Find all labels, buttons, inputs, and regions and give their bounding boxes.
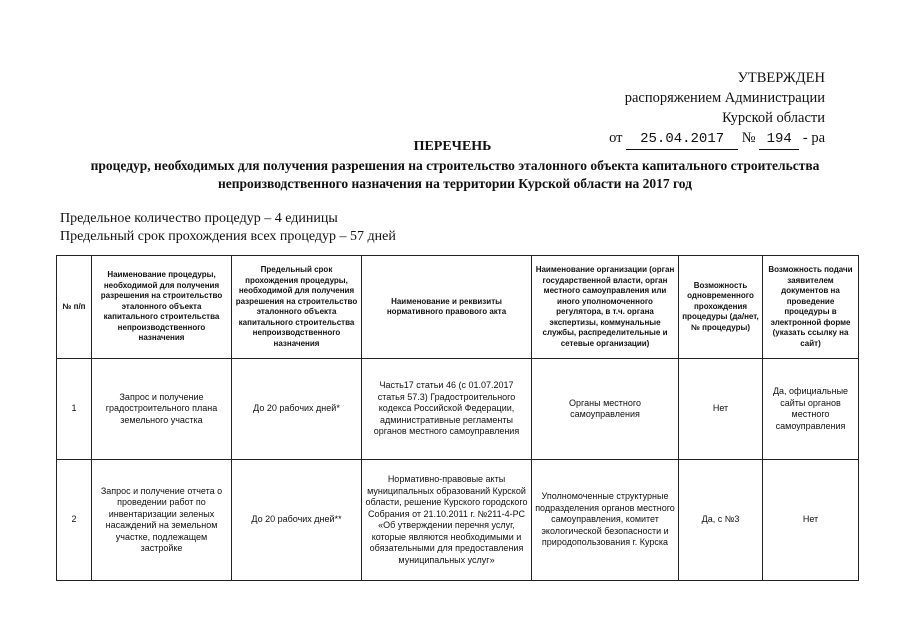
cell-term: До 20 рабочих дней** xyxy=(232,460,362,581)
cell-electronic: Нет xyxy=(763,460,859,581)
cell-electronic: Да, официальные сайты органов местного самоуправления xyxy=(763,359,859,460)
cell-num: 1 xyxy=(57,359,92,460)
cell-procedure-name: Запрос и получение градостроительного плана земельного участка xyxy=(92,359,232,460)
cell-procedure-name: Запрос и получение отчета о проведении работ по инвентаризации зеленых насаждений на земельном участке, подлежащем застройке xyxy=(92,460,232,581)
approval-date: 25.04.2017 xyxy=(626,129,738,150)
number-prefix: № xyxy=(741,130,756,146)
header-term: Предельный срок прохождения процедуры, необходимой для получения разрешения на строительство эталонного объекта капитального строительства непроизводственного назначения xyxy=(232,256,362,359)
limits-block xyxy=(60,210,396,246)
cell-num: 2 xyxy=(57,460,92,581)
cell-organization: Органы местного самоуправления xyxy=(532,359,679,460)
limit-term: Предельный срок прохождения всех процедур – 57 дней xyxy=(60,229,396,244)
cell-organization: Уполномоченные структурные подразделения органов местного самоуправления, комитет экологической безопасности и природопользования г. Курска xyxy=(532,460,679,581)
header-legal-act: Наименование и реквизиты нормативного правового акта xyxy=(362,256,532,359)
table-row xyxy=(57,359,859,460)
header-organization: Наименование организации (орган государственной власти, орган местного самоуправления или иного уполномоченного регулятора, в т.ч. органа экспертизы, коммунальные службы, распределительные и сетевые организации) xyxy=(532,256,679,359)
table-row xyxy=(57,460,859,581)
table-header-row xyxy=(57,256,859,359)
cell-legal-act: Нормативно-правовые акты муниципальных образований Курской области, решение Курского городского Собрания от 21.10.2011 г. №211-4-РС «Об утверждении перечня услуг, которые являются необходимыми и обязательными для предоставления муниципальных услуг» xyxy=(362,460,532,581)
document-title: ПЕРЕЧЕНЬ xyxy=(413,139,492,154)
approval-issuer: распоряжением Администрации xyxy=(624,90,825,106)
approval-number: 194 xyxy=(759,129,799,150)
approval-heading: УТВЕРЖДЕН xyxy=(737,70,825,86)
header-num: № п/п xyxy=(57,256,92,359)
cell-legal-act: Часть17 статьи 46 (с 01.07.2017 статья 57.3) Градостроительного кодекса Российской Федерации, административные регламенты органов местного самоуправления xyxy=(362,359,532,460)
cell-simultaneous: Нет xyxy=(679,359,763,460)
document-subtitle: процедур, необходимых для получения разрешения на строительство эталонного объекта капитального строительства непроизводственного назначения на территории Курской области на 2017 год xyxy=(90,158,820,191)
number-suffix: - ра xyxy=(802,130,825,146)
limit-count: Предельное количество процедур – 4 единицы xyxy=(60,211,338,226)
header-simultaneous: Возможность одновременного прохождения процедуры (да/нет, № процедуры) xyxy=(679,256,763,359)
header-procedure-name: Наименование процедуры, необходимой для получения разрешения на строительство эталонного объекта капитального строительства непроизводственного назначения xyxy=(92,256,232,359)
approval-region: Курской области xyxy=(722,110,825,126)
cell-term: До 20 рабочих дней* xyxy=(232,359,362,460)
from-prefix: от xyxy=(609,130,623,146)
procedures-table xyxy=(56,255,859,581)
header-electronic: Возможность подачи заявителем документов на проведение процедуры в электронной форме (указать ссылку на сайт) xyxy=(763,256,859,359)
cell-simultaneous: Да, с №3 xyxy=(679,460,763,581)
